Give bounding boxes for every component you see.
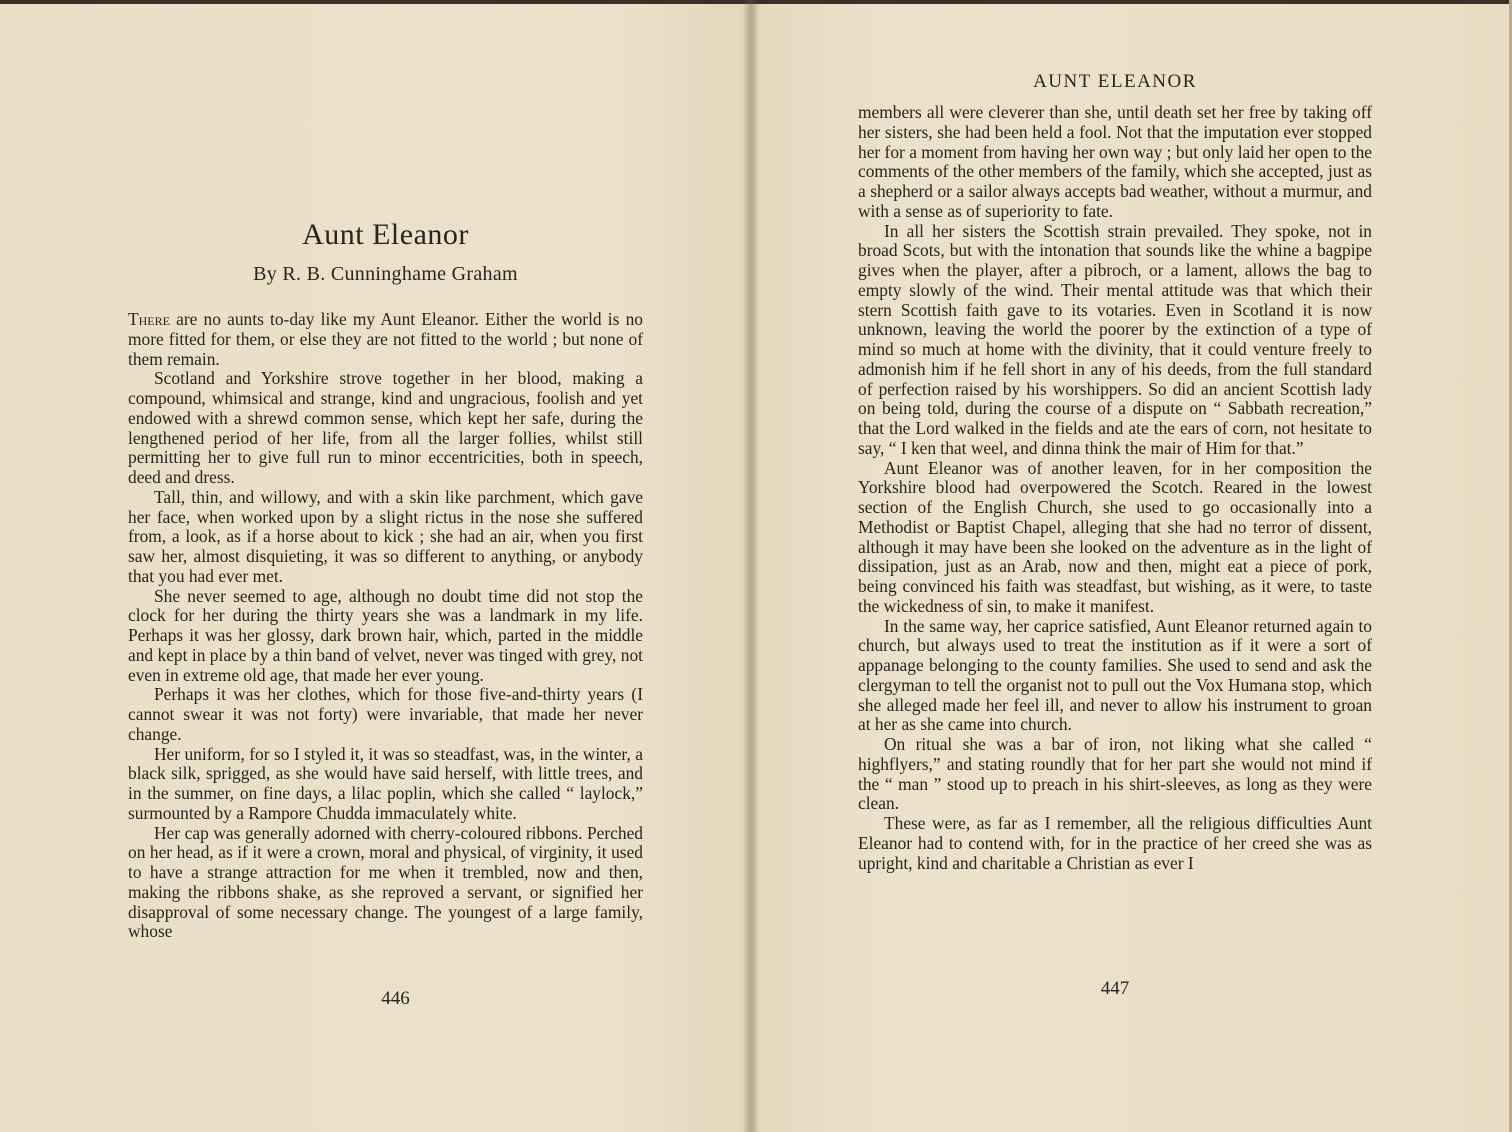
running-head: AUNT ELEANOR [1033,71,1197,92]
paragraph [128,310,643,369]
paragraph-text: are no aunts to-day like my Aunt Eleanor. Either the world is no more fitted for them, or else they are not fitted to the world ; but none of them remain. [128,309,643,369]
paragraph: Scotland and Yorkshire strove together in her blood, making a compound, whimsical and strange, kind and ungracious, foolish and yet endowed with a shrewd common sense, which kept her safe, during the lengthened period of her life, from all the larger follies, whilst still permitting her to give full run to minor eccentricities, both in speech, deed and dress. [128,368,643,487]
paragraph: Tall, thin, and willowy, and with a skin like parchment, which gave her face, when worked upon by a slight rictus in the nose she suffered from, a look, as if a horse about to kick ; she had an air, when you first saw her, almost disquieting, it was so different to anything, or anybody that you had ever met. [128,486,643,586]
paragraph: In all her sisters the Scottish strain prevailed. They spoke, not in broad Scots, but with the intonation that sounds like the whine a bagpipe gives when the player, after a pibroch, or a lament, allows the bag to empty slowly of the wind. Their mental attitude was that which their stern Scottish faith gave to its votaries. Even in Scotland it is now unknown, leaving the world the poorer by the extinction of a type of mind so much at home with the divinity, that it could venture freely to admonish him if he fell short in any of his deeds, from the full standard of perfection raised by his worshippers. So did an ancient Scottish lady on being told, during the course of a dispute on “ Sabbath recreation,” that the Lord walked in the fields and ate the ears of corn, not hesitate to say, “ I ken that weel, and dinna think the mair of Him for that.” [858,220,1372,458]
paragraph: In the same way, her caprice satisfied, Aunt Eleanor returned again to church, but always used to treat the institution as if it were a sort of appanage belonging to the county families. She used to send and ask the clergyman to tell the organist not to pull out the Vox Humana stop, which she alleged made her feel ill, and never to allow his instrument to groan at her as she came into church. [858,615,1372,735]
author-byline: By R. B. Cunninghame Graham [253,263,518,285]
paragraph: These were, as far as I remember, all the religious difficulties Aunt Eleanor had to contend with, for in the practice of her creed she was as upright, kind and charitable a Christian as ever I [858,813,1372,873]
paragraph: Aunt Eleanor was of another leaven, for in her composition the Yorkshire blood had overpowered the Scotch. Reared in the lowest section of the English Church, she used to go occasionally into a Methodist or Baptist Chapel, alleging that she had no terror of dissent, although it may have been she looked on the adventure as in the light of dissipation, just as an Arab, now and then, might eat a piece of pork, being convinced his faith was steadfast, but wishing, as it were, to taste the wickedness of sin, to make it manifest. [858,457,1372,616]
opening-word: There [128,309,170,329]
paragraph: Her uniform, for so I styled it, it was so steadfast, was, in the winter, a black silk, sprigged, as she would have said herself, with little trees, and in the summer, on fine days, a lilac poplin, which she called “ laylock,” surmounted by a Rampore Chudda immaculately white. [128,743,643,823]
paragraph: On ritual she was a bar of iron, not liking what she called “ highflyers,” and stating roundly that for her part she would not mind if the “ man ” stood up to preach in his shirt-sleeves, as long as they were clean. [858,734,1372,814]
paragraph-continuation: members all were cleverer than she, until death set her free by taking off her sisters, she had been held a fool. Not that the imputation ever stopped her for a moment from having her own way ; but only laid her open to the comments of the other members of the family, which she accepted, just as a shepherd or a sailor always accepts bad weather, without a murmur, and with a sense as of superiority to fate. [858,102,1372,221]
story-title: Aunt Eleanor [302,218,469,251]
paragraph: Her cap was generally adorned with cherry-coloured ribbons. Perched on her head, as if it were a crown, moral and physical, of virginity, it used to have a strange attraction for me when it trembled, now and then, making the ribbons shake, as she reproved a servant, or signified her disapproval of some necessary change. The youngest of a large family, whose [128,822,643,942]
page-number: 447 [1100,978,1130,999]
left-page-body [128,310,643,942]
right-page-body [858,103,1372,873]
page-number: 446 [381,988,410,1009]
paragraph: She never seemed to age, although no doubt time did not stop the clock for her during the thirty years she was a landmark in my life. Perhaps it was her glossy, dark brown hair, which, parted in the middle and kept in place by a thin band of velvet, never was tinged with grey, not even in extreme old age, that made her ever young. [128,585,643,685]
paragraph: Perhaps it was her clothes, which for those five-and-thirty years (I cannot swear it was not forty) were invariable, that made her never change. [128,684,643,744]
book-gutter [744,0,758,1132]
